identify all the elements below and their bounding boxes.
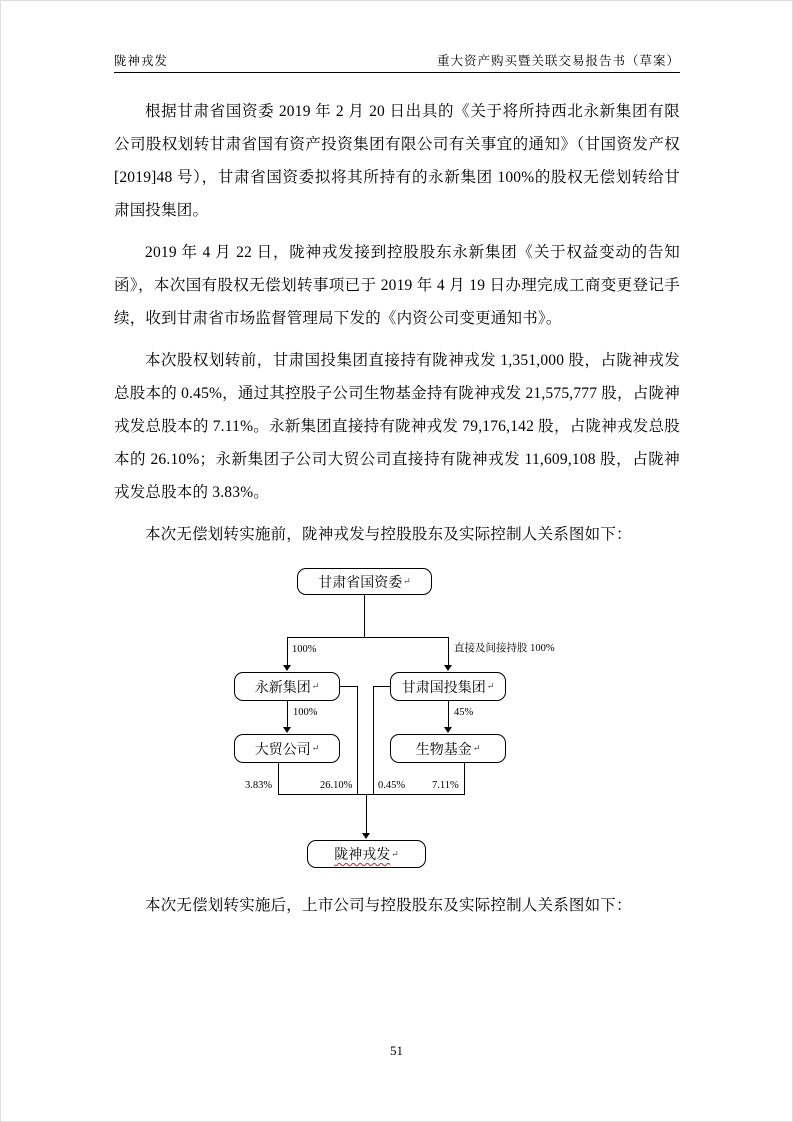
arrowhead-to-damao xyxy=(283,727,291,733)
page-footer xyxy=(1,1043,792,1059)
paragraph-mark-icon: ↵ xyxy=(391,848,399,859)
connector-shengwu-longshen xyxy=(464,763,465,794)
edge-label-guotou-shengwu: 45% xyxy=(454,707,474,718)
box-gansu-sasac xyxy=(297,568,432,595)
arrowhead-to-yongxin xyxy=(283,665,291,671)
connector-guotou-longshen xyxy=(373,686,374,794)
paragraph-4: 本次无偿划转实施前，陇神戎发与控股股东及实际控制人关系图如下： xyxy=(145,526,632,543)
box-longshen-rongfa xyxy=(307,840,426,868)
connector-yongxin-longshen xyxy=(357,686,358,794)
connector-damao-longshen xyxy=(278,763,279,794)
box-gansu-guotou-group-label: 甘肃国投集团 xyxy=(401,680,486,696)
paragraph-mark-icon: ↵ xyxy=(311,681,320,691)
arrowhead-to-guotou xyxy=(444,665,452,671)
edge-label-yongxin-longshen: 26.10% xyxy=(320,780,353,791)
document-body xyxy=(114,95,680,931)
ownership-structure-diagram xyxy=(114,560,680,875)
edge-label-gzw-yongxin: 100% xyxy=(292,644,317,655)
arrowhead-to-longshen xyxy=(362,833,370,839)
paragraph-mark-icon: ↵ xyxy=(403,576,411,586)
edge-label-yongxin-damao: 100% xyxy=(293,707,318,718)
paragraph-mark-icon: ↵ xyxy=(311,743,320,753)
box-shengwu-fund xyxy=(390,734,506,763)
edge-label-guotou-longshen: 0.45% xyxy=(378,780,406,791)
edge-label-damao-longshen: 3.83% xyxy=(245,780,273,791)
connector-guotou-elbow xyxy=(373,686,390,687)
paragraph-mark-icon: ↵ xyxy=(486,681,495,691)
arrowhead-to-shengwu xyxy=(444,727,452,733)
connector-collector xyxy=(278,794,465,795)
connector-gzw-stem xyxy=(364,595,365,637)
box-shengwu-fund-label: 生物基金 xyxy=(415,742,472,758)
box-yongxin-group xyxy=(234,672,340,701)
box-damao-company-label: 大贸公司 xyxy=(254,742,311,758)
box-yongxin-group-label: 永新集团 xyxy=(254,680,311,696)
box-longshen-rongfa-label: 陇神戎发 xyxy=(334,848,391,863)
connector-guotou-shengwu xyxy=(448,701,449,729)
paragraph-5: 本次无偿划转实施后，上市公司与控股股东及实际控制人关系图如下： xyxy=(145,897,632,914)
connector-to-longshen xyxy=(366,794,367,834)
paragraph-1: 根据甘肃省国资委 2019 年 2 月 20 日出具的《关于将所持西北永新集团有限公司股权划转甘肃省国有资产投资集团有限公司有关事宜的通知》（甘国资发产权[2019]48 号），甘肃省国资委拟将其所持有的永新集团 100%的股权无偿划转给甘肃国投集团。 xyxy=(114,103,680,219)
header-doc-title: 重大资产购买暨关联交易报告书（草案） xyxy=(436,54,680,68)
page-number: 51 xyxy=(390,1043,403,1058)
edge-label-shengwu-longshen: 7.11% xyxy=(432,780,459,791)
paragraph-3: 本次股权划转前，甘肃国投集团直接持有陇神戎发 1,351,000 股，占陇神戎发总股本的 0.45%，通过其控股子公司生物基金持有陇神戎发 21,575,777 股，占陇神戎发总股本的 7.11%。永新集团直接持有陇神戎发 79,176,142 股，占陇神戎发总股本的 26.10%；永新集团子公司大贸公司直接持有陇神戎发 11,609,108 股，占陇神戎发总股本的 3.83%。 xyxy=(114,352,680,501)
box-damao-company xyxy=(234,734,340,763)
box-gansu-guotou-group xyxy=(390,672,506,701)
connector-split xyxy=(287,637,448,638)
header-divider xyxy=(114,72,680,73)
page-header xyxy=(114,51,680,69)
edge-label-gzw-guotou: 直接及间接持股 100% xyxy=(454,643,555,654)
connector-to-guotou xyxy=(448,637,449,667)
box-gansu-sasac-label: 甘肃省国资委 xyxy=(318,575,403,591)
paragraph-mark-icon: ↵ xyxy=(472,743,481,753)
connector-yongxin-elbow xyxy=(340,686,357,687)
connector-to-yongxin xyxy=(287,637,288,667)
paragraph-2: 2019 年 4 月 22 日，陇神戎发接到控股股东永新集团《关于权益变动的告知函》，本次国有股权无偿划转事项已于 2019 年 4 月 19 日办理完成工商变更登记手续，收到甘肃省市场监督管理局下发的《内资公司变更通知书》。 xyxy=(114,244,680,327)
header-company-name: 陇神戎发 xyxy=(114,54,169,68)
connector-yongxin-damao xyxy=(287,701,288,729)
